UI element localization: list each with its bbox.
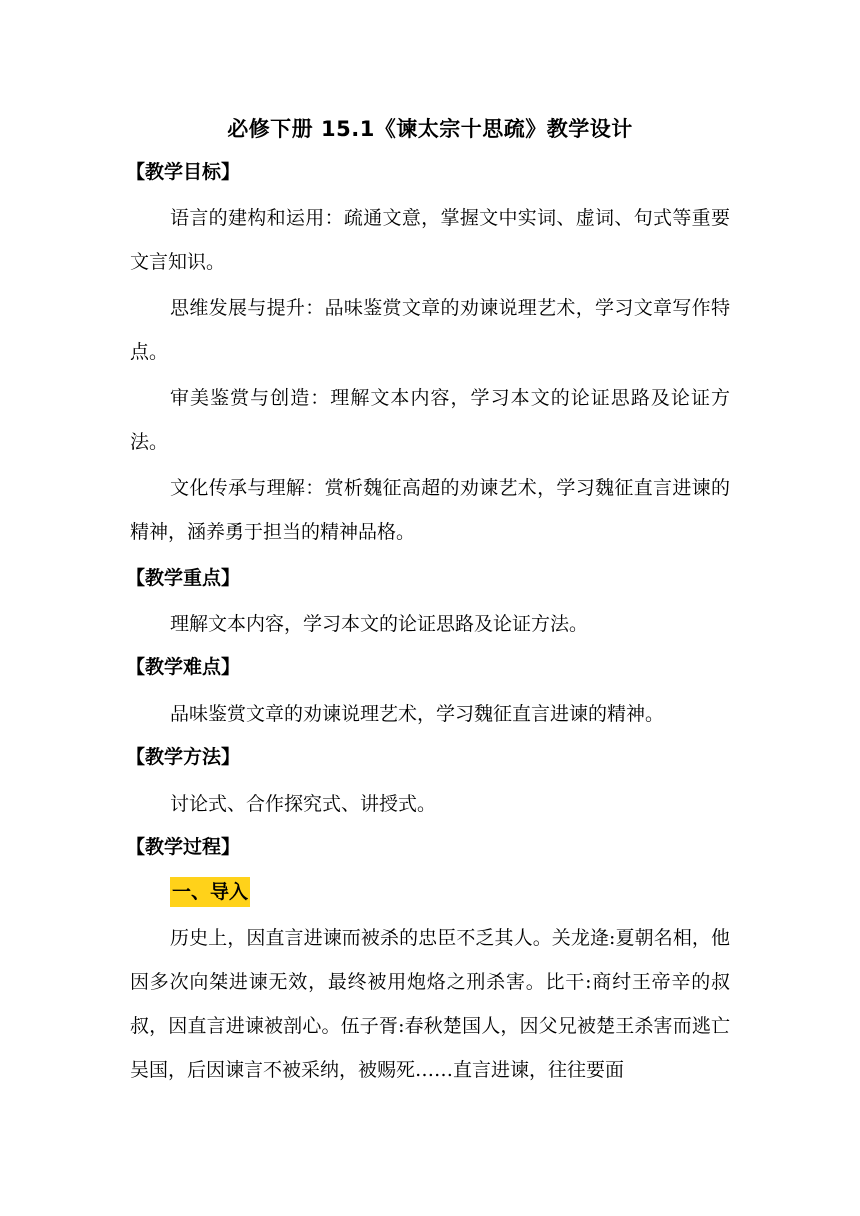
- section-heading-process: 【教学过程】: [126, 836, 241, 858]
- process-intro-text: 历史上，因直言进谏而被杀的忠臣不乏其人。关龙逄:夏朝名相，他因多次向桀进谏无效，最终被用炮烙之刑杀害。比干:商纣王帝辛的叔叔，因直言进谏被剖心。伍子胥:春秋楚国人，因父兄被楚王杀害而逃亡吴国，后因谏言不被采纳，被赐死……直言进谏，往往要面: [130, 927, 730, 1081]
- document-title: 必修下册 15.1《谏太宗十思疏》教学设计: [227, 117, 633, 141]
- process-subheading-intro: 一、导入: [170, 877, 250, 907]
- section-heading-objectives: 【教学目标】: [126, 161, 241, 183]
- section-heading-key-points: 【教学重点】: [126, 567, 241, 589]
- difficulties-text: 品味鉴赏文章的劝谏说理艺术，学习魏征直言进谏的精神。: [170, 703, 665, 725]
- objective-paragraph-2: 思维发展与提升：品味鉴赏文章的劝谏说理艺术，学习文章写作特点。: [130, 297, 730, 363]
- key-points-text: 理解文本内容，学习本文的论证思路及论证方法。: [170, 613, 589, 635]
- objective-paragraph-1: 语言的建构和运用：疏通文意，掌握文中实词、虚词、句式等重要文言知识。: [130, 207, 730, 273]
- methods-text: 讨论式、合作探究式、讲授式。: [170, 793, 437, 815]
- objective-paragraph-3: 审美鉴赏与创造：理解文本内容，学习本文的论证思路及论证方法。: [130, 387, 730, 453]
- section-heading-difficulties: 【教学难点】: [126, 656, 241, 678]
- section-heading-methods: 【教学方法】: [126, 746, 241, 768]
- objective-paragraph-4: 文化传承与理解：赏析魏征高超的劝谏艺术，学习魏征直言进谏的精神，涵养勇于担当的精神品格。: [130, 477, 730, 543]
